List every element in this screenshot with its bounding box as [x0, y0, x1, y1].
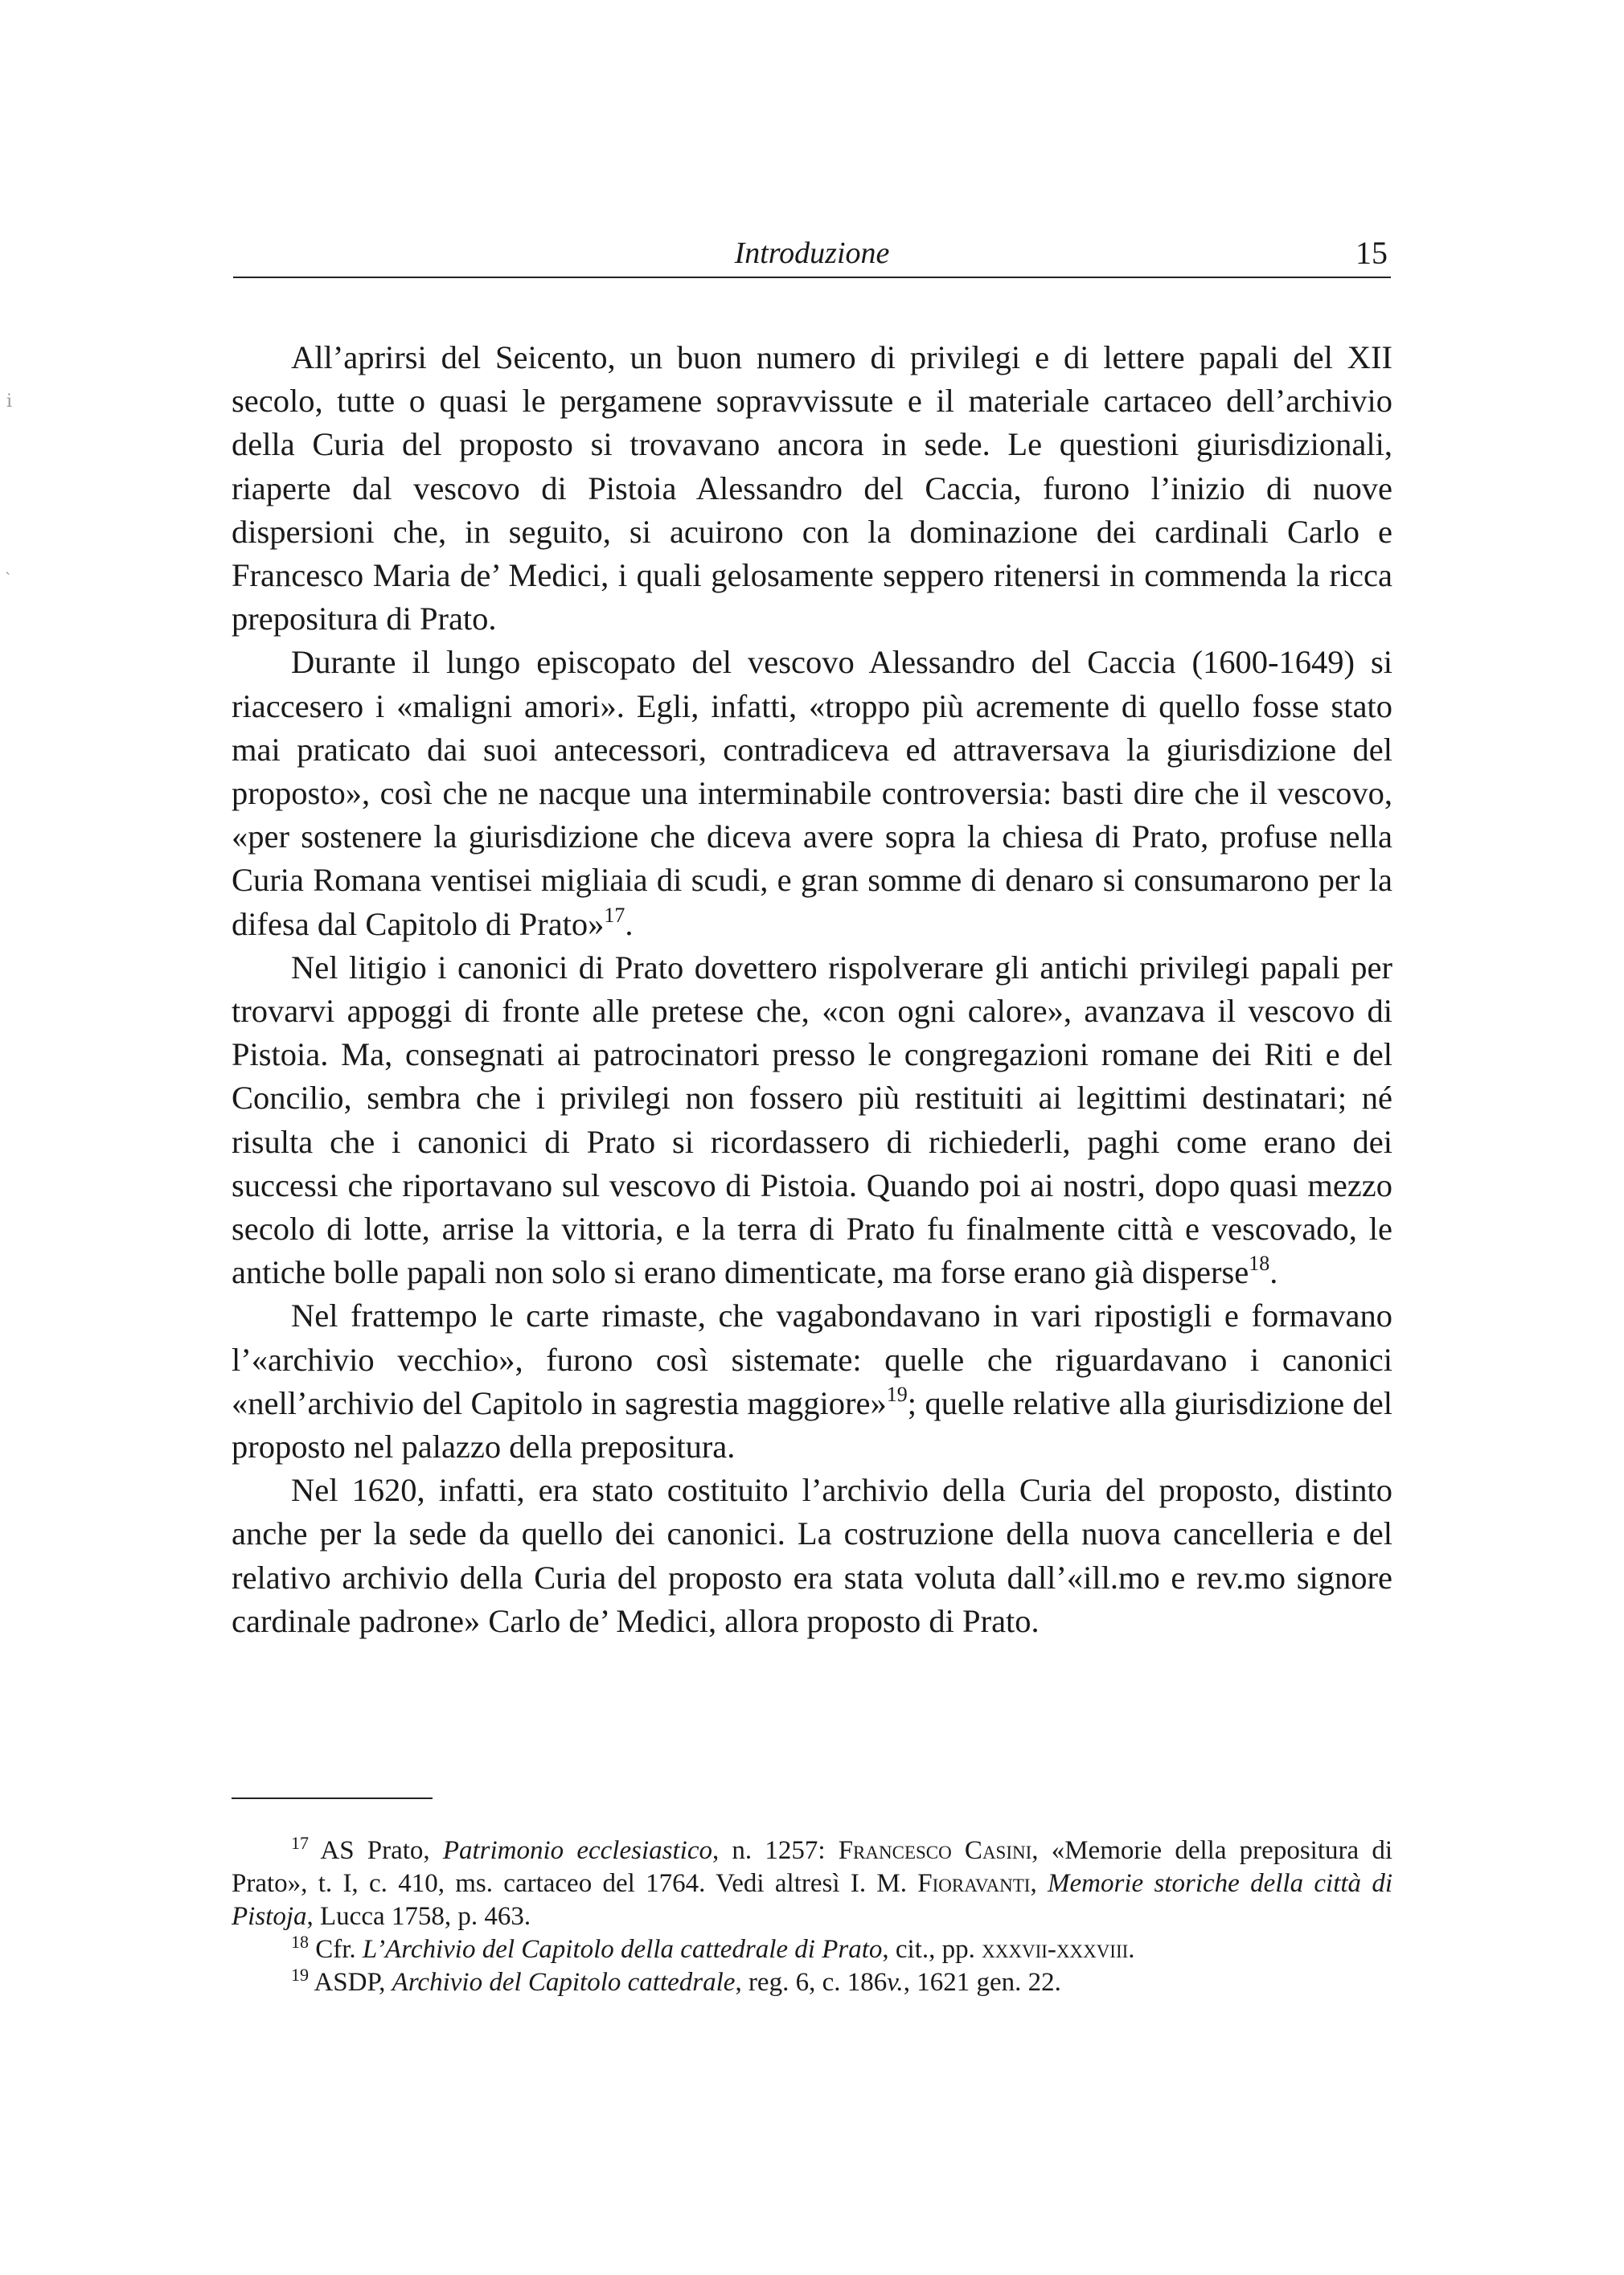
footnote-number: 17 — [291, 1833, 309, 1853]
scan-mark: ˎ — [5, 555, 11, 575]
footnote-number: 19 — [291, 1965, 309, 1985]
footnote-ref: 17 — [604, 903, 625, 927]
footnote-number: 18 — [291, 1932, 309, 1952]
footnotes — [232, 1834, 1392, 1999]
paragraph: Nel frattempo le carte rimaste, che vagabondavano in vari ripostigli e formavano l’«archivio vecchio», furono così sistemate: quelle che riguardavano i canonici «nell’archivio del Capitolo in sagrestia maggiore»$^{19}$; quelle relative alla giurisdizione del proposto nel palazzo della prepositura. — [232, 1297, 1392, 1465]
footnote: $^{18}$ Cfr. L’Archivio del Capitolo della cattedrale di Prato, cit., pp. xxxvii-xxxviii. — [291, 1932, 1135, 1964]
body-text — [232, 336, 1392, 1643]
paragraph: Durante il lungo episcopato del vescovo Alessandro del Caccia (1600-1649) si riaccesero i «maligni amori». Egli, infatti, «troppo più acremente di quello fosse stato mai praticato dai suoi antecessori, contradiceva ed attraversava la giurisdizione del proposto», così che ne nacque una interminabile controversia: basti dire che il vescovo, «per sostenere la giurisdizione che diceva avere sopra la chiesa di Prato, profuse nella Curia Romana ventisei migliaia di scudi, e gran somme di denaro si consumarono per la difesa dal Capitolo di Prato»$^{17}$. — [232, 644, 1392, 942]
paragraph: Nel 1620, infatti, era stato costituito l’archivio della Curia del proposto, distinto anche per la sede da quello dei canonici. La costruzione della nuova cancelleria e del relativo archivio della Curia del proposto era stata voluta dall’«ill.mo e rev.mo signore cardinale padrone» Carlo de’ Medici, allora proposto di Prato. — [232, 1472, 1392, 1639]
running-title: Introduzione — [734, 236, 890, 270]
page-number: 15 — [1355, 235, 1388, 271]
paragraph: Nel litigio i canonici di Prato dovettero rispolverare gli antichi privilegi papali per trovarvi appoggi di fronte alle pretese che, «con ogni calore», avanzava il vescovo di Pistoia. Ma, consegnati ai patrocinatori presso le congregazioni romane dei Riti e del Concilio, sembra che i privilegi non fossero più restituiti ai legittimi destinatari; né risulta che i canonici di Prato si ricordassero di richiederli, paghi come erano dei successi che riportavano sul vescovo di Pistoia. Quando poi ai nostri, dopo quasi mezzo secolo di lotte, arrise la vittoria, e la terra di Prato fu finalmente città e vescovado, le antiche bolle papali non solo si erano dimenticate, ma forse erano già disperse$^{18}$. — [232, 949, 1392, 1291]
paragraph: All’aprirsi del Seicento, un buon numero di privilegi e di lettere papali del XII secolo, tutte o quasi le pergamene sopravvissute e il materiale cartaceo dell’archivio della Curia del proposto si trovavano ancora in sede. Le questioni giurisdizionali, riaperte dal vescovo di Pistoia Alessandro del Caccia, furono l’inizio di nuove dispersioni che, in seguito, si acuirono con la dominazione dei cardinali Carlo e Francesco Maria de’ Medici, i quali gelosamente seppero ritenersi in commenda la ricca prepositura di Prato. — [232, 339, 1392, 637]
footnote-separator — [232, 1797, 433, 1799]
footnote: $^{19}$ ASDP, Archivio del Capitolo cattedrale, reg. 6, c. 186v., 1621 gen. 22. — [291, 1965, 1061, 1997]
scan-mark: ⅰ — [6, 391, 13, 411]
footnote-ref: 18 — [1249, 1252, 1270, 1276]
footnote-ref: 19 — [886, 1382, 908, 1406]
footnote: $^{17}$ AS Prato, Patrimonio ecclesiastico, n. 1257: Francesco Casini, «Memorie della prepositura di Prato», t. I, c. 410, ms. cartaceo del 1764. Vedi altresì I. M. Fioravanti, Memorie storiche della città di Pistoja, Lucca 1758, p. 463. — [232, 1833, 1393, 1931]
page-header — [233, 235, 1391, 278]
